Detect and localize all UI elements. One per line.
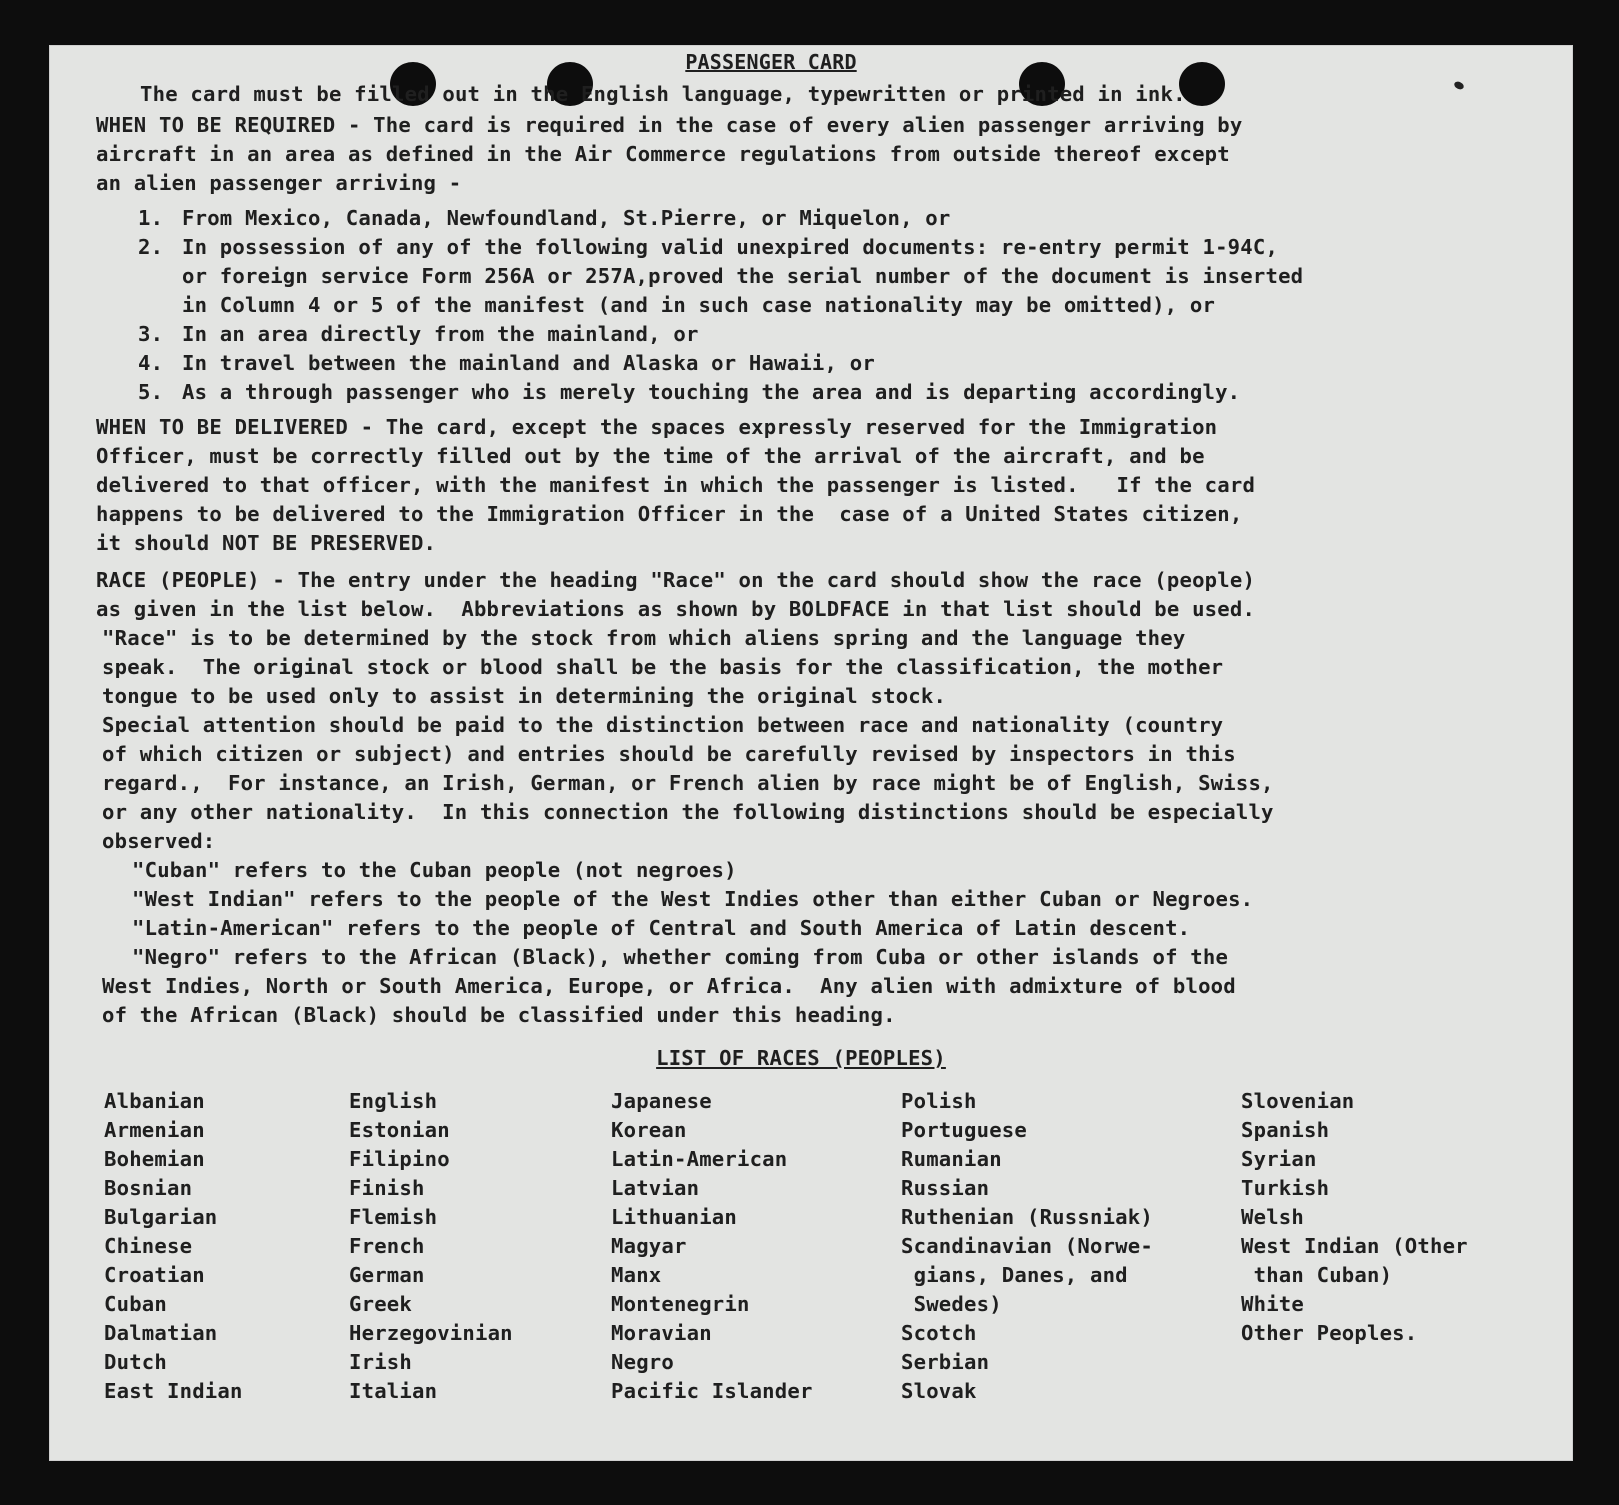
item-text: In travel between the mainland and Alaska or Hawaii, or xyxy=(182,351,875,375)
race-entry: Turkish xyxy=(1241,1176,1330,1200)
race-entry: West Indian (Other than Cuban) xyxy=(1241,1234,1468,1287)
race-entry: Lithuanian xyxy=(611,1205,737,1229)
race-entry: Bohemian xyxy=(104,1147,205,1171)
required-section xyxy=(96,111,1516,198)
delivered-text: - The card, except the spaces expressly reserved for the Immigration Officer, must be correctly filled out by the time of the arrival of the aircraft, and be delivered to that officer, with the manifest in which the passenger is listed. If the card happens to be delivered to the Immigration Officer in the case of a United States citizen, it should NOT BE PRESERVED. xyxy=(96,415,1256,555)
race-paragraph-3-text: Special attention should be paid to the distinction between race and nationality (country of which citizen or subject) and entries should be carefully revised by inspectors in this regard., For instance, an Irish, German, or French alien by race might be of English, Swiss, or any other nationality. In this connection the following distinctions should be especially observed: xyxy=(102,713,1274,853)
exceptions-list xyxy=(138,204,1516,407)
race-entry: German xyxy=(349,1263,425,1287)
race-entry: Latin-American xyxy=(611,1147,788,1171)
race-entry: Flemish xyxy=(349,1205,438,1229)
race-entry: Chinese xyxy=(104,1234,193,1258)
race-entry: Croatian xyxy=(104,1263,205,1287)
list-item xyxy=(138,320,1516,349)
race-entry: Ruthenian (Russniak) xyxy=(901,1205,1153,1229)
passenger-card-document xyxy=(50,46,1572,1460)
races-column xyxy=(901,1087,1241,1406)
race-entry: Dalmatian xyxy=(104,1321,218,1345)
race-entry: Greek xyxy=(349,1292,412,1316)
race-entry: French xyxy=(349,1234,425,1258)
race-entry: Pacific Islander xyxy=(611,1379,813,1403)
race-entry: Magyar xyxy=(611,1234,687,1258)
negro-continuation: West Indies, North or South America, Europe, or Africa. Any alien with admixture of blood of the African (Black) should be classified under this heading. xyxy=(102,974,1236,1027)
races-column xyxy=(1241,1087,1531,1406)
race-entry: Portuguese xyxy=(901,1118,1027,1142)
race-entry: Bulgarian xyxy=(104,1205,218,1229)
list-item xyxy=(138,349,1516,378)
item-number: 1. xyxy=(138,206,164,230)
race-entry: Italian xyxy=(349,1379,438,1403)
race-entry: Scandinavian (Norwe- gians, Danes, and Swedes) xyxy=(901,1234,1153,1316)
race-entry: Japanese xyxy=(611,1089,712,1113)
race-entry: Dutch xyxy=(104,1350,167,1374)
race-entry: Scotch xyxy=(901,1321,977,1345)
delivered-section xyxy=(96,413,1516,558)
distinction-item: "Negro" refers to the African (Black), whether coming from Cuba or other islands of the xyxy=(132,945,1229,969)
race-entry: Estonian xyxy=(349,1118,450,1142)
distinction-item: "Cuban" refers to the Cuban people (not negroes) xyxy=(132,858,737,882)
race-entry: Herzegovinian xyxy=(349,1321,513,1345)
races-column xyxy=(104,1087,349,1406)
race-entry: Korean xyxy=(611,1118,687,1142)
item-number: 3. xyxy=(138,322,164,346)
race-entry: Welsh xyxy=(1241,1205,1304,1229)
race-entry: Moravian xyxy=(611,1321,712,1345)
required-text: - The card is required in the case of every alien passenger arriving by aircraft in an area as defined in the Air Commerce regulations from outside thereof except an alien passenger arriving - xyxy=(96,113,1243,195)
races-table xyxy=(96,1087,1516,1406)
item-text: As a through passenger who is merely touching the area and is departing accordingly. xyxy=(182,380,1241,404)
card-text xyxy=(96,46,1516,1406)
item-text: In possession of any of the following valid unexpired documents: re-entry permit 1-94C, or foreign service Form 256A or 257A,proved the serial number of the document is inserted in Column 4 or 5 of the manifest (and in such case nationality may be omitted), or xyxy=(182,235,1304,317)
race-entry: Slovenian xyxy=(1241,1089,1355,1113)
race-entry: Finish xyxy=(349,1176,425,1200)
race-entry: Serbian xyxy=(901,1350,990,1374)
race-entry: East Indian xyxy=(104,1379,243,1403)
item-text: In an area directly from the mainland, or xyxy=(182,322,699,346)
race-entry: Cuban xyxy=(104,1292,167,1316)
race-section xyxy=(96,566,1516,624)
race-entry: Polish xyxy=(901,1089,977,1113)
item-number: 5. xyxy=(138,380,164,404)
list-item xyxy=(138,204,1516,233)
race-paragraph-2-text: "Race" is to be determined by the stock from which aliens spring and the language they speak. The original stock or blood shall be the basis for the classification, the mother tongue to be used only to assist in determining the original stock. xyxy=(102,626,1224,708)
delivered-heading: WHEN TO BE DELIVERED xyxy=(96,415,348,439)
race-entry: Latvian xyxy=(611,1176,700,1200)
race-paragraph-3 xyxy=(96,711,1516,856)
list-item xyxy=(138,378,1516,407)
required-heading: WHEN TO BE REQUIRED xyxy=(96,113,336,137)
race-entry: Bosnian xyxy=(104,1176,193,1200)
item-text: From Mexico, Canada, Newfoundland, St.Pierre, or Miquelon, or xyxy=(182,206,951,230)
list-title: LIST OF RACES (PEOPLES) xyxy=(656,1046,946,1070)
race-heading: RACE (PEOPLE) xyxy=(96,568,260,592)
item-number: 2. xyxy=(138,235,164,259)
page-title: PASSENGER CARD xyxy=(685,50,857,74)
distinction-item: "Latin-American" refers to the people of Central and South America of Latin descent. xyxy=(132,916,1191,940)
races-column xyxy=(349,1087,611,1406)
item-number: 4. xyxy=(138,351,164,375)
race-text: - The entry under the heading "Race" on the card should show the race (people) as given in the list below. Abbreviations as shown by BOLDFACE in that list should be used. xyxy=(96,568,1256,621)
intro-text: The card must be filled out in the English language, typewritten or printed in ink. xyxy=(140,82,1186,106)
race-entry: White xyxy=(1241,1292,1304,1316)
race-entry: Slovak xyxy=(901,1379,977,1403)
race-entry: Other Peoples. xyxy=(1241,1321,1418,1345)
race-entry: Negro xyxy=(611,1350,674,1374)
distinctions-list xyxy=(96,856,1516,972)
race-paragraph-2 xyxy=(96,624,1516,711)
race-entry: English xyxy=(349,1089,438,1113)
race-entry: Syrian xyxy=(1241,1147,1317,1171)
race-entry: Albanian xyxy=(104,1089,205,1113)
race-entry: Manx xyxy=(611,1263,662,1287)
race-entry: Armenian xyxy=(104,1118,205,1142)
list-item xyxy=(138,233,1516,320)
race-entry: Spanish xyxy=(1241,1118,1330,1142)
distinction-item: "West Indian" refers to the people of the West Indies other than either Cuban or Negroes. xyxy=(132,887,1254,911)
race-entry: Rumanian xyxy=(901,1147,1002,1171)
race-entry: Filipino xyxy=(349,1147,450,1171)
race-entry: Montenegrin xyxy=(611,1292,750,1316)
races-column xyxy=(611,1087,901,1406)
race-entry: Russian xyxy=(901,1176,990,1200)
race-entry: Irish xyxy=(349,1350,412,1374)
